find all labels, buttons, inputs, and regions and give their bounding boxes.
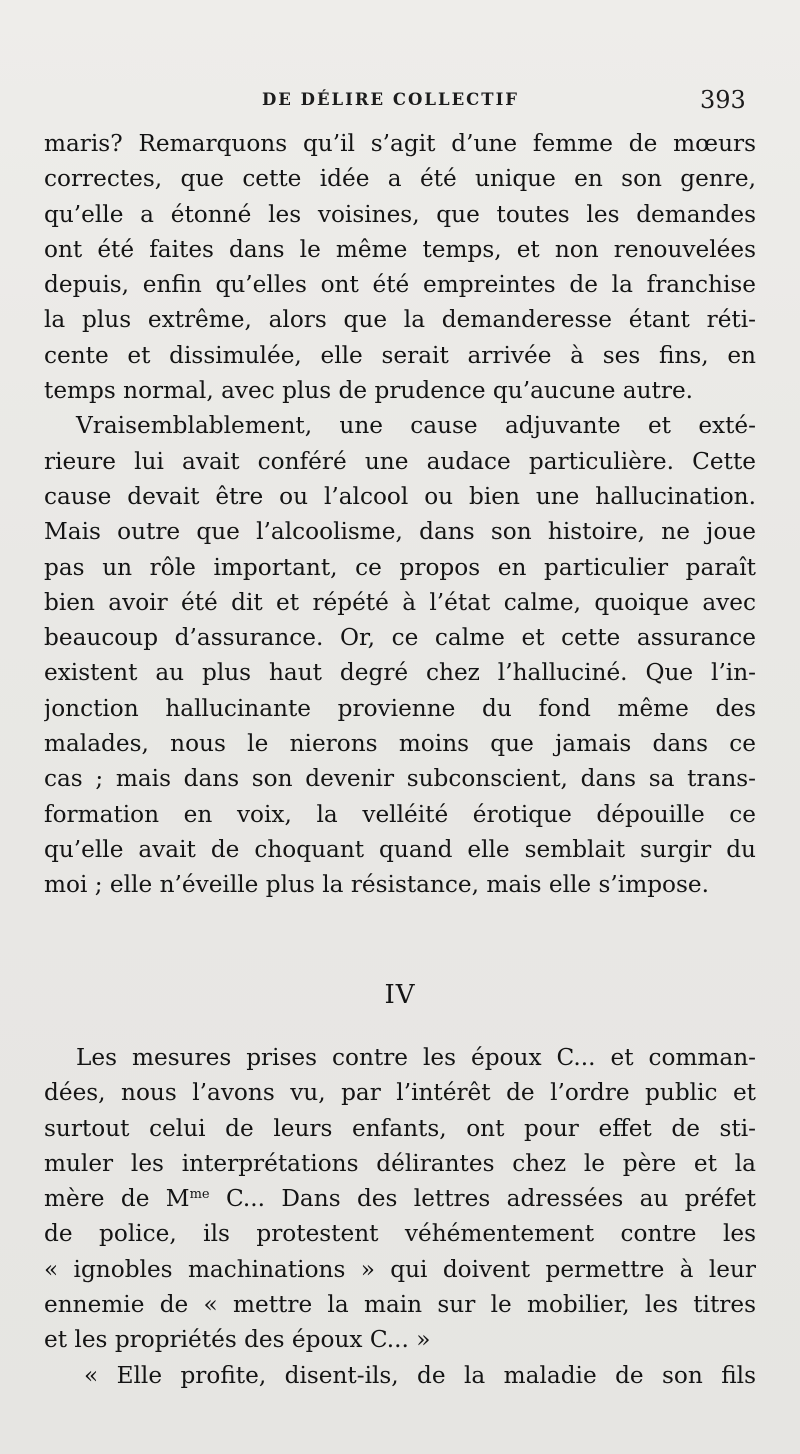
- text-line: pas un rôle important, ce propos en particulier paraît: [44, 553, 756, 581]
- text-line: muler les interprétations délirantes chez le père et la: [44, 1149, 756, 1177]
- text-line: beaucoup d’assurance. Or, ce calme et cette assurance: [44, 624, 756, 652]
- text-line: bien avoir été dit et répété à l’état calme, quoique avec: [44, 588, 756, 616]
- running-title: DE DÉLIRE COLLECTIF: [262, 90, 519, 109]
- text-line: correctes, que cette idée a été unique en son genre,: [44, 165, 756, 193]
- text-line: « ignobles machinations » qui doivent permettre à leur: [44, 1255, 756, 1283]
- line-prefix: mère de M: [44, 1185, 190, 1213]
- text-line: maris? Remarquons qu’il s’agit d’une femme de mœurs: [44, 130, 756, 157]
- text-line: qu’elle avait de choquant quand elle semblait surgir du: [44, 835, 756, 863]
- section-heading: IV: [384, 980, 416, 1010]
- text-line: surtout celui de leurs enfants, ont pour effet de sti-: [44, 1114, 756, 1142]
- text-line: existent au plus haut degré chez l’halluciné. Que l’in-: [44, 659, 756, 687]
- text-line: Les mesures prises contre les époux C... et comman-: [76, 1044, 756, 1071]
- text-line: ont été faites dans le même temps, et non renouvelées: [44, 235, 756, 263]
- text-line: qu’elle a étonné les voisines, que toutes les demandes: [44, 200, 756, 228]
- text-line: « Elle profite, disent-ils, de la maladie de son fils: [84, 1361, 756, 1389]
- text-line: temps normal, avec plus de prudence qu’aucune autre.: [44, 377, 694, 405]
- text-line: de police, ils protestent véhémentement contre les: [44, 1220, 756, 1248]
- text-line: et les propriétés des époux C... »: [44, 1326, 431, 1354]
- body-text-section: [44, 1040, 756, 1393]
- text-line: cente et dissimulée, elle serait arrivée à ses fins, en: [44, 341, 756, 369]
- text-line: cas ; mais dans son devenir subconscient, dans sa trans-: [44, 765, 756, 793]
- text-line: rieure lui avait conféré une audace particulière. Cette: [44, 447, 756, 475]
- running-head: [0, 86, 800, 116]
- text-line: malades, nous le nierons moins que jamais dans ce: [44, 730, 756, 758]
- text-line-with-superscript: [44, 1181, 756, 1216]
- text-line: Mais outre que l’alcoolisme, dans son histoire, ne joue: [44, 518, 756, 546]
- text-line: Vraisemblablement, une cause adjuvante et exté-: [76, 412, 756, 440]
- page-number: 393: [700, 86, 746, 114]
- text-line: la plus extrême, alors que la demanderesse étant réti-: [44, 306, 756, 334]
- text-line: cause devait être ou l’alcool ou bien une hallucination.: [44, 482, 756, 510]
- text-line: depuis, enfin qu’elles ont été empreintes de la franchise: [44, 271, 756, 299]
- body-text: [44, 126, 756, 903]
- line-suffix: C... Dans des lettres adressées au préfet: [209, 1185, 756, 1213]
- text-line: dées, nous l’avons vu, par l’intérêt de l’ordre public et: [44, 1079, 756, 1107]
- text-line: jonction hallucinante provienne du fond même des: [44, 694, 756, 722]
- text-line: ennemie de « mettre la main sur le mobilier, les titres: [44, 1291, 756, 1319]
- text-line: formation en voix, la velléité érotique dépouille ce: [44, 800, 756, 828]
- text-line: moi ; elle n’éveille plus la résistance, mais elle s’impose.: [44, 871, 709, 899]
- superscript: me: [189, 1187, 210, 1203]
